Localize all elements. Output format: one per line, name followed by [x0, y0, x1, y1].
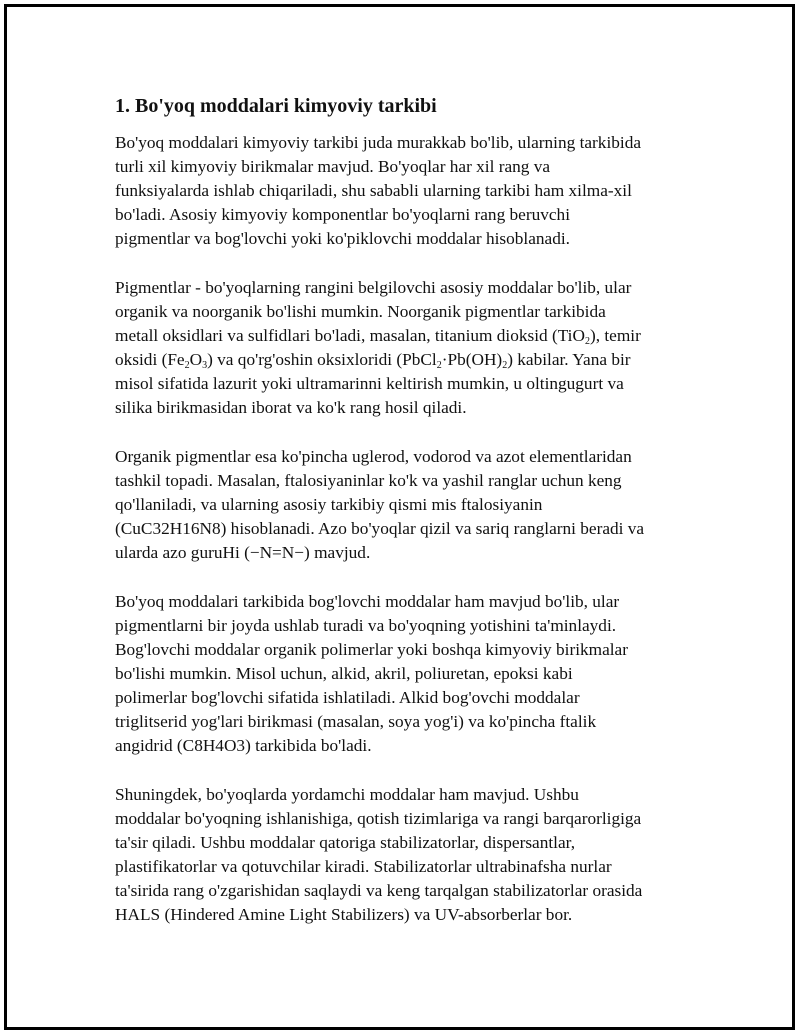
text-line: Bog'lovchi moddalar organik polimerlar yoki boshqa kimyoviy birikmalar: [115, 640, 628, 659]
document-title: 1. Bo'yoq moddalari kimyoviy tarkibi: [115, 95, 437, 117]
text-line: moddalar bo'yoqning ishlanishiga, qotish tizimlariga va rangi barqarorligiga: [115, 809, 642, 828]
text-line: Organik pigmentlar esa ko'pincha uglerod, vodorod va azot elementlaridan: [115, 447, 632, 466]
text-line: Shuningdek, bo'yoqlarda yordamchi moddalar ham mavjud. Ushbu: [115, 785, 579, 804]
subscript: 2: [502, 360, 508, 371]
text-line: ularda azo guruHi (−N=N−) mavjud.: [115, 543, 371, 562]
paragraph: [115, 445, 687, 565]
paragraph: [115, 276, 687, 420]
text-line: ta'sirida rang o'zgarishidan saqlaydi va keng tarqalgan stabilizatorlar orasida: [115, 881, 643, 900]
text-line: polimerlar bog'lovchi sifatida ishlatiladi. Alkid bog'ovchi moddalar: [115, 688, 580, 707]
text-line: angidrid (C8H4O3) tarkibida bo'ladi.: [115, 736, 372, 755]
text-line: misol sifatida lazurit yoki ultramarinni keltirish mumkin, u oltingugurt va: [115, 374, 624, 393]
text-line: oksidi $(Fe_2O_3)$ va qo'rg'oshin oksixloridi $(PbCl_2\cdot Pb(OH)_2)$ kabilar. Yana bir: [115, 350, 631, 371]
text-line: pigmentlar va bog'lovchi yoki ko'piklovchi moddalar hisoblanadi.: [115, 229, 570, 248]
text-line: plastifikatorlar va qotuvchilar kiradi. Stabilizatorlar ultrabinafsha nurlar: [115, 857, 612, 876]
text-line: bo'lishi mumkin. Misol uchun, alkid, akril, poliuretan, epoksi kabi: [115, 664, 573, 683]
text-line: organik va noorganik bo'lishi mumkin. Noorganik pigmentlar tarkibida: [115, 302, 606, 321]
text-line: funksiyalarda ishlab chiqariladi, shu sababli ularning tarkibi ham xilma-xil: [115, 181, 632, 200]
paragraph: [115, 783, 687, 927]
text-line: turli xil kimyoviy birikmalar mavjud. Bo'yoqlar har xil rang va: [115, 157, 551, 176]
text-line: qo'llaniladi, va ularning asosiy tarkibiy qismi mis ftalosiyanin: [115, 495, 543, 514]
text-line: triglitserid yog'lari birikmasi (masalan, soya yog'i) va ko'pincha ftalik: [115, 712, 597, 731]
paragraph: [115, 590, 687, 758]
subscript: 2: [436, 360, 442, 371]
text-line: (CuC32H16N8) hisoblanadi. Azo bo'yoqlar qizil va sariq ranglarni beradi va: [115, 519, 645, 538]
text-line: pigmentlarni bir joyda ushlab turadi va bo'yoqning yotishini ta'minlaydi.: [115, 616, 617, 635]
text-line: metall oksidlari va sulfidlari bo'ladi, masalan, titanium dioksid (TiO$_2$), temir: [115, 326, 641, 347]
subscript: 3: [202, 360, 208, 371]
text-line: HALS (Hindered Amine Light Stabilizers) va UV-absorberlar bor.: [115, 905, 573, 924]
document-body: [115, 93, 687, 952]
text-line: ta'sir qiladi. Ushbu moddalar qatoriga stabilizatorlar, dispersantlar,: [115, 833, 576, 852]
text-line: Pigmentlar - bo'yoqlarning rangini belgilovchi asosiy moddalar bo'lib, ular: [115, 278, 632, 297]
text-line: silika birikmasidan iborat va ko'k rang hosil qiladi.: [115, 398, 467, 417]
text-line: tashkil topadi. Masalan, ftalosiyaninlar ko'k va yashil ranglar uchun keng: [115, 471, 622, 490]
paragraph-list: [115, 131, 687, 927]
subscript: 2: [584, 336, 590, 347]
text-line: Bo'yoq moddalari tarkibida bog'lovchi moddalar ham mavjud bo'lib, ular: [115, 592, 620, 611]
text-line: Bo'yoq moddalari kimyoviy tarkibi juda murakkab bo'lib, ularning tarkibida: [115, 133, 642, 152]
subscript: 2: [184, 360, 190, 371]
paragraph: [115, 131, 687, 251]
text-line: bo'ladi. Asosiy kimyoviy komponentlar bo'yoqlarni rang beruvchi: [115, 205, 570, 224]
